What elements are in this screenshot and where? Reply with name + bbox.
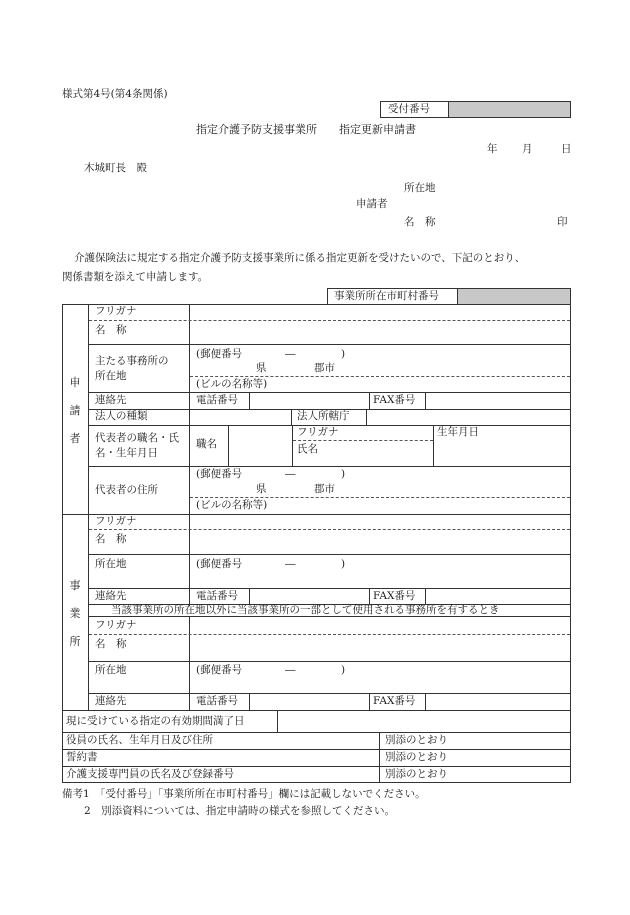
main-office-prefecture: 県 [256, 362, 267, 374]
applicant-label: 申請者 [356, 198, 388, 210]
officers-label: 役員の氏名、生年月日及び住所 [66, 734, 213, 746]
main-office-address-label-2: 所在地 [95, 370, 127, 382]
branch-postal-close: ) [341, 664, 346, 676]
seal-mark: 印 [557, 216, 568, 228]
office-section-label: 事 業 所 [69, 579, 81, 648]
branch-phone-label: 電話番号 [196, 695, 238, 707]
office-postal-label: (郵便番号 [196, 558, 243, 570]
job-title-label: 職名 [196, 438, 217, 450]
date-month: 月 [522, 143, 533, 155]
municipality-number-label: 事業所所在市町村番号 [334, 290, 439, 302]
expiry-label: 現に受けている指定の有効期間満了日 [66, 715, 245, 727]
date-day: 日 [561, 143, 572, 155]
office-furigana-label: フリガナ [95, 515, 137, 527]
rep-building: (ビルの名称等) [196, 499, 268, 511]
officers-value: 別添のとおり [385, 734, 448, 746]
branch-furigana-label: フリガナ [95, 619, 137, 631]
branch-fax-label: FAX番号 [373, 695, 416, 707]
intro-line-2: 関係書類を添えて申請します。 [62, 271, 209, 283]
receipt-number-field [449, 102, 570, 117]
main-office-postal-close: ) [341, 348, 346, 360]
intro-line-1: 介護保険法に規定する指定介護予防支援事業所に係る指定更新を受けたいので、下記のとおり、 [74, 252, 526, 264]
main-office-district: 郡市 [314, 362, 335, 374]
office-phone-label: 電話番号 [196, 590, 238, 602]
main-office-postal-dash: ― [285, 348, 296, 360]
rep-furigana-label: フリガナ [297, 426, 339, 438]
office-postal-dash: ― [285, 558, 296, 570]
branch-address-label: 所在地 [95, 664, 127, 676]
form-number: 様式第4号(第4条関係) [62, 88, 168, 100]
applicant-name-row-label: 名 称 [95, 324, 127, 336]
applicant-section-label: 申 請 者 [69, 376, 81, 445]
office-contact-label: 連絡先 [95, 590, 127, 602]
office-address-label: 所在地 [95, 558, 127, 570]
applicant-address-label: 所在地 [404, 182, 436, 194]
corp-type-label: 法人の種類 [95, 410, 148, 422]
municipality-number-field [458, 289, 570, 304]
rep-postal-close: ) [341, 468, 346, 480]
office-fax-label: FAX番号 [373, 590, 416, 602]
addressee: 木城町長 殿 [84, 162, 147, 174]
birthdate-label: 生年月日 [437, 426, 479, 438]
branch-postal-dash: ― [285, 664, 296, 676]
remark-1: 備考1 「受付番号」「事業所所在市町村番号」欄には記載しないでください。 [62, 788, 426, 800]
rep-district: 郡市 [314, 483, 335, 495]
applicant-fax-label: FAX番号 [373, 394, 416, 406]
rep-label-2: 名・生年月日 [95, 447, 158, 459]
pledge-label: 誓約書 [66, 751, 98, 763]
branch-name-label: 名 称 [95, 638, 127, 650]
care-managers-label: 介護支援専門員の氏名及び登録番号 [66, 768, 234, 780]
remark-2: 2 別添資料については、指定申請時の様式を参照してください。 [84, 805, 395, 817]
applicant-furigana-label: フリガナ [95, 305, 137, 317]
office-name-label: 名 称 [95, 533, 127, 545]
corp-authority-label: 法人所轄庁 [297, 410, 350, 422]
rep-prefecture: 県 [256, 483, 267, 495]
rep-address-label: 代表者の住所 [95, 484, 158, 496]
receipt-number-box [380, 101, 571, 118]
other-office-note: 当該事業所の所在地以外に当該事業所の一部として使用される事務所を有するとき [111, 604, 500, 616]
date-year: 年 [487, 143, 498, 155]
rep-name-label: 氏名 [297, 443, 318, 455]
branch-contact-label: 連絡先 [95, 695, 127, 707]
main-office-address-label-1: 主たる事務所の [95, 355, 169, 367]
municipality-number-box [327, 288, 571, 305]
branch-postal-label: (郵便番号 [196, 664, 243, 676]
main-office-postal-label: (郵便番号 [196, 348, 243, 360]
pledge-value: 別添のとおり [385, 751, 448, 763]
rep-label-1: 代表者の職名・氏 [95, 432, 179, 444]
applicant-name-label: 名 称 [404, 216, 436, 228]
applicant-contact-label: 連絡先 [95, 394, 127, 406]
form-title: 指定介護予防支援事業所 指定更新申請書 [196, 123, 416, 136]
rep-postal-dash: ― [285, 468, 296, 480]
applicant-phone-label: 電話番号 [196, 394, 238, 406]
rep-postal-label: (郵便番号 [196, 468, 243, 480]
receipt-number-label: 受付番号 [388, 103, 430, 115]
main-office-building: (ビルの名称等) [196, 378, 268, 390]
office-postal-close: ) [341, 558, 346, 570]
care-managers-value: 別添のとおり [385, 768, 448, 780]
